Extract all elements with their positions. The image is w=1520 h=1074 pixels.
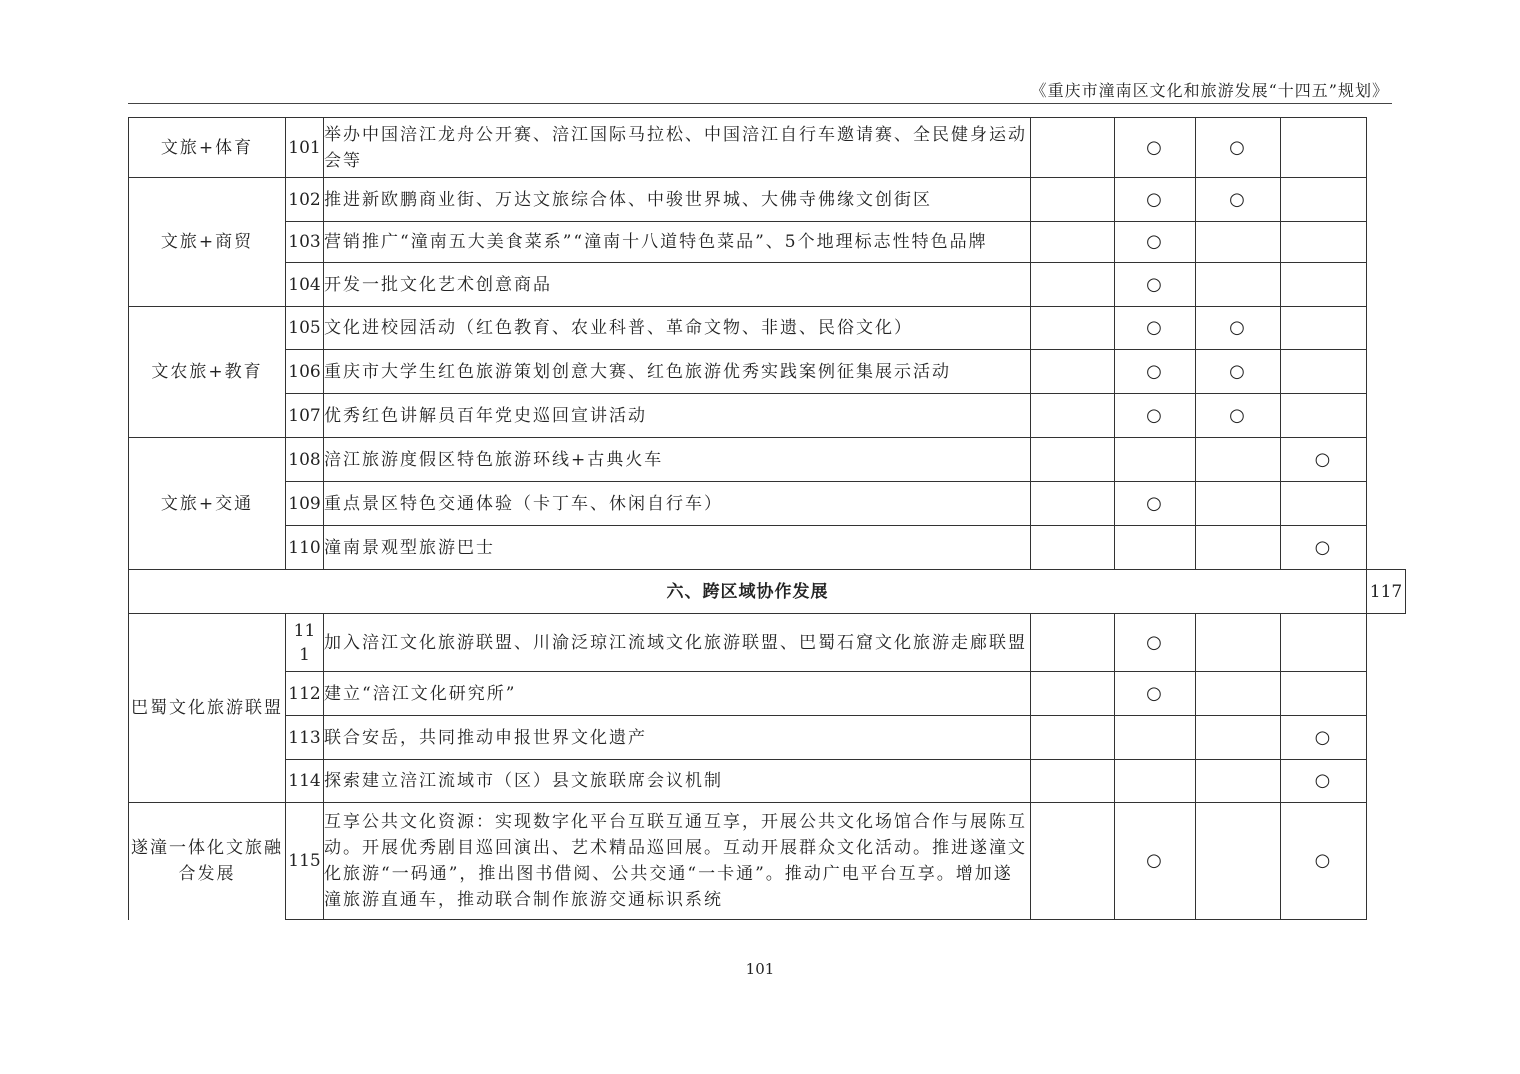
margin-cell: [1367, 350, 1406, 394]
mark-cell: ○: [1115, 803, 1196, 920]
mark-cell: [1115, 760, 1196, 803]
mark-cell: [1031, 350, 1115, 394]
item-description: 涪江旅游度假区特色旅游环线+古典火车: [324, 438, 1031, 482]
mark-cell: [1196, 222, 1281, 263]
mark-cell: [1031, 118, 1115, 178]
category-cell: 巴蜀文化旅游联盟: [129, 614, 286, 803]
mark-cell: [1196, 716, 1281, 760]
table-row: [129, 614, 1406, 672]
table-row: [129, 716, 1406, 760]
mark-cell: [1031, 263, 1115, 307]
table-row: [129, 350, 1406, 394]
mark-cell: [1196, 614, 1281, 672]
mark-cell: ○: [1115, 614, 1196, 672]
mark-cell: [1031, 526, 1115, 570]
table-row: [129, 482, 1406, 526]
mark-cell: [1281, 222, 1367, 263]
mark-cell: ○: [1196, 178, 1281, 222]
table-row: [129, 118, 1406, 178]
section-row: [129, 570, 1406, 614]
item-number: 103: [286, 222, 324, 263]
margin-cell: [1367, 118, 1406, 178]
table-row: [129, 178, 1406, 222]
item-description: 推进新欧鹏商业街、万达文旅综合体、中骏世界城、大佛寺佛缘文创街区: [324, 178, 1031, 222]
item-number: [286, 614, 324, 672]
item-description: 潼南景观型旅游巴士: [324, 526, 1031, 570]
mark-cell: [1281, 672, 1367, 716]
mark-cell: [1281, 118, 1367, 178]
mark-cell: [1281, 263, 1367, 307]
table-row: [129, 263, 1406, 307]
margin-cell: [1367, 438, 1406, 482]
mark-cell: [1281, 178, 1367, 222]
mark-cell: [1031, 307, 1115, 350]
mark-cell: [1281, 482, 1367, 526]
mark-cell: [1196, 760, 1281, 803]
mark-cell: [1031, 394, 1115, 438]
side-number: 117: [1367, 570, 1406, 614]
mark-cell: [1031, 178, 1115, 222]
item-number-line: 1: [299, 644, 310, 665]
section-title: 六、跨区域协作发展: [129, 570, 1367, 614]
table-row: [129, 307, 1406, 350]
mark-cell: ○: [1196, 350, 1281, 394]
item-description: 加入涪江文化旅游联盟、川渝泛琼江流域文化旅游联盟、巴蜀石窟文化旅游走廊联盟: [324, 614, 1031, 672]
mark-cell: [1031, 672, 1115, 716]
margin-cell: [1367, 222, 1406, 263]
mark-cell: [1031, 760, 1115, 803]
item-number: 109: [286, 482, 324, 526]
category-cell: 文旅+商贸: [129, 178, 286, 307]
mark-cell: [1115, 526, 1196, 570]
margin-cell: [1367, 672, 1406, 716]
mark-cell: ○: [1115, 118, 1196, 178]
mark-cell: ○: [1196, 394, 1281, 438]
table-row: [129, 760, 1406, 803]
mark-cell: ○: [1115, 178, 1196, 222]
mark-cell: [1115, 716, 1196, 760]
item-description: 文化进校园活动（红色教育、农业科普、革命文物、非遗、民俗文化）: [324, 307, 1031, 350]
margin-cell: [1367, 263, 1406, 307]
mark-cell: ○: [1115, 482, 1196, 526]
mark-cell: [1196, 482, 1281, 526]
mark-cell: ○: [1115, 307, 1196, 350]
item-number: 105: [286, 307, 324, 350]
item-number: 115: [286, 803, 324, 920]
item-number: 112: [286, 672, 324, 716]
item-number: 110: [286, 526, 324, 570]
mark-cell: [1115, 438, 1196, 482]
mark-cell: [1196, 672, 1281, 716]
mark-cell: [1281, 350, 1367, 394]
item-number-line: 11: [293, 620, 316, 641]
item-number: 102: [286, 178, 324, 222]
mark-cell: [1031, 614, 1115, 672]
mark-cell: [1031, 222, 1115, 263]
margin-cell: [1367, 760, 1406, 803]
mark-cell: [1281, 614, 1367, 672]
mark-cell: [1196, 526, 1281, 570]
item-number: 113: [286, 716, 324, 760]
item-description: 探索建立涪江流域市（区）县文旅联席会议机制: [324, 760, 1031, 803]
margin-cell: [1367, 307, 1406, 350]
margin-cell: [1367, 178, 1406, 222]
margin-cell: [1367, 482, 1406, 526]
category-cell: 文旅+体育: [129, 118, 286, 178]
mark-cell: ○: [1115, 394, 1196, 438]
mark-cell: ○: [1281, 438, 1367, 482]
category-cell: 遂潼一体化文旅融合发展: [129, 803, 286, 920]
margin-cell: [1367, 394, 1406, 438]
table-row: [129, 672, 1406, 716]
table-row: [129, 394, 1406, 438]
item-number: 101: [286, 118, 324, 178]
item-description: 互享公共文化资源：实现数字化平台互联互通互享，开展公共文化场馆合作与展陈互动。开展优秀剧目巡回演出、艺术精品巡回展。互动开展群众文化活动。推进遂潼文化旅游“一码通”，推出图书借阅、公共交通“一卡通”。推动广电平台互享。增加遂潼旅游直通车，推动联合制作旅游交通标识系统: [324, 803, 1031, 920]
mark-cell: [1031, 716, 1115, 760]
table-row: [129, 438, 1406, 482]
mark-cell: ○: [1281, 803, 1367, 920]
margin-cell: [1367, 526, 1406, 570]
item-description: 联合安岳，共同推动申报世界文化遗产: [324, 716, 1031, 760]
mark-cell: ○: [1281, 760, 1367, 803]
mark-cell: ○: [1115, 222, 1196, 263]
margin-cell: [1367, 716, 1406, 760]
mark-cell: ○: [1115, 350, 1196, 394]
item-description: 优秀红色讲解员百年党史巡回宣讲活动: [324, 394, 1031, 438]
mark-cell: [1031, 482, 1115, 526]
item-description: 举办中国涪江龙舟公开赛、涪江国际马拉松、中国涪江自行车邀请赛、全民健身运动会等: [324, 118, 1031, 178]
mark-cell: [1196, 438, 1281, 482]
item-description: 营销推广“潼南五大美食菜系”“潼南十八道特色菜品”、5个地理标志性特色品牌: [324, 222, 1031, 263]
plan-table: [128, 117, 1406, 920]
mark-cell: [1281, 307, 1367, 350]
category-cell: 文农旅+教育: [129, 307, 286, 438]
item-number: 107: [286, 394, 324, 438]
mark-cell: [1196, 803, 1281, 920]
table-row: [129, 222, 1406, 263]
item-description: 开发一批文化艺术创意商品: [324, 263, 1031, 307]
item-number: 106: [286, 350, 324, 394]
category-cell: 文旅+交通: [129, 438, 286, 570]
item-number: 104: [286, 263, 324, 307]
item-description: 重庆市大学生红色旅游策划创意大赛、红色旅游优秀实践案例征集展示活动: [324, 350, 1031, 394]
margin-cell: [1367, 803, 1406, 920]
item-description: 重点景区特色交通体验（卡丁车、休闲自行车）: [324, 482, 1031, 526]
mark-cell: ○: [1281, 526, 1367, 570]
mark-cell: ○: [1281, 716, 1367, 760]
item-description: 建立“涪江文化研究所”: [324, 672, 1031, 716]
mark-cell: [1281, 394, 1367, 438]
item-number: 108: [286, 438, 324, 482]
mark-cell: ○: [1115, 263, 1196, 307]
page-number: 101: [745, 960, 775, 978]
mark-cell: [1196, 263, 1281, 307]
header-rule: [128, 103, 1392, 104]
mark-cell: ○: [1115, 672, 1196, 716]
item-number: 114: [286, 760, 324, 803]
document-header-title: 《重庆市潼南区文化和旅游发展“十四五”规划》: [1030, 81, 1389, 100]
table-row: [129, 526, 1406, 570]
mark-cell: ○: [1196, 118, 1281, 178]
table-row: [129, 803, 1406, 920]
mark-cell: [1031, 803, 1115, 920]
mark-cell: [1031, 438, 1115, 482]
margin-cell: [1367, 614, 1406, 672]
mark-cell: ○: [1196, 307, 1281, 350]
